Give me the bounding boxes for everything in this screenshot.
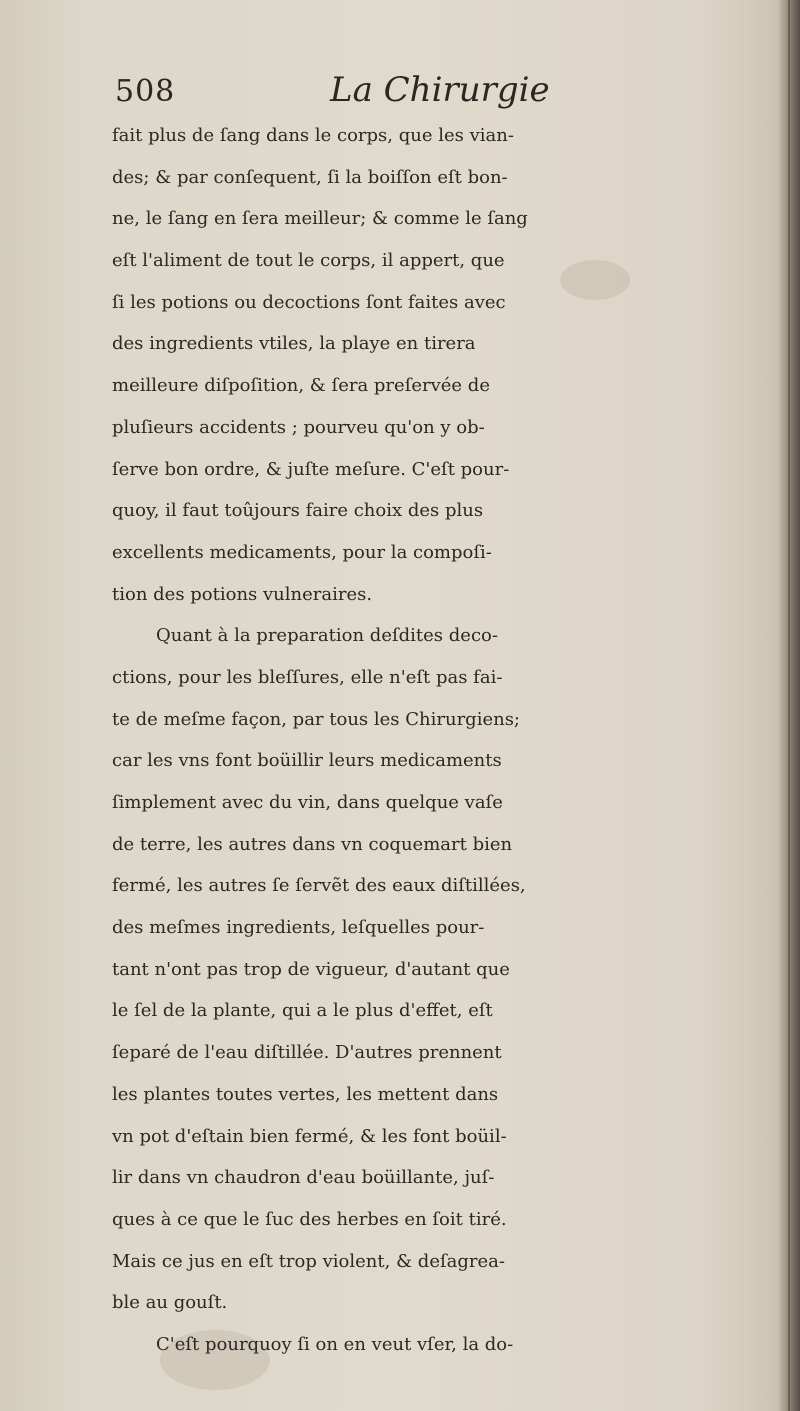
text-line: des ingredients vtiles, la playe en tirera (112, 333, 476, 355)
text-line: te de meſme façon, par tous les Chirurgiens; (112, 708, 520, 730)
body-text (112, 115, 792, 1366)
text-line: tion des potions vulneraires. (112, 583, 373, 605)
running-title: La Chirurgie (330, 70, 550, 110)
text-line: vn pot d'eſtain bien fermé, & les font boüil- (112, 1125, 507, 1147)
text-line: ctions, pour les bleſſures, elle n'eſt pas fai- (112, 666, 503, 688)
text-line: ques à ce que le ſuc des herbes en ſoit tiré. (112, 1208, 507, 1230)
text-line: ſi les potions ou decoctions ſont faites avec (112, 291, 506, 313)
text-line: eſt l'aliment de tout le corps, il appert, que (112, 250, 505, 272)
text-line: tant n'ont pas trop de vigueur, d'autant que (112, 958, 510, 980)
text-line: ne, le ſang en ſera meilleur; & comme le ſang (112, 208, 528, 230)
text-line: ſerve bon ordre, & juſte meſure. C'eſt pour- (112, 458, 510, 480)
text-line: de terre, les autres dans vn coquemart bien (112, 833, 513, 855)
text-line: ſimplement avec du vin, dans quelque vaſe (112, 792, 503, 813)
text-line: le ſel de la plante, qui a le plus d'effet, eſt (112, 1000, 493, 1022)
text-line: ble au gouſt. (112, 1292, 228, 1314)
page-number: 508 (115, 74, 176, 109)
paragraph-start-line: C'eſt pourquoy ſi on en veut vſer, la do- (156, 1333, 514, 1355)
text-line: excellents medicaments, pour la compoſi- (112, 541, 492, 563)
text-line: meilleure diſpoſition, & ſera preſervée de (112, 375, 490, 397)
paragraph-start-line: Quant à la preparation deſdites deco- (156, 625, 498, 647)
page-header (115, 70, 655, 120)
text-line: Mais ce jus en eſt trop violent, & deſagrea- (112, 1250, 505, 1272)
text-line: pluſieurs accidents ; pourveu qu'on y ob- (112, 416, 485, 438)
text-line: des meſmes ingredients, leſquelles pour- (112, 917, 485, 939)
text-line: fermé, les autres ſe ſervẽt des eaux diſtillées, (112, 875, 526, 897)
text-line: quoy, il faut toûjours faire choix des plus (112, 500, 484, 522)
text-line: les plantes toutes vertes, les mettent dans (112, 1083, 499, 1105)
text-line: car les vns font boüillir leurs medicaments (112, 750, 502, 772)
text-line: fait plus de ſang dans le corps, que les vian- (112, 125, 514, 146)
text-line: des; & par conſequent, ſi la boiſſon eſt bon- (112, 166, 508, 188)
text-line: ſeparé de l'eau diſtillée. D'autres prennent (112, 1042, 502, 1064)
text-line: lir dans vn chaudron d'eau boüillante, juſ- (112, 1167, 495, 1189)
